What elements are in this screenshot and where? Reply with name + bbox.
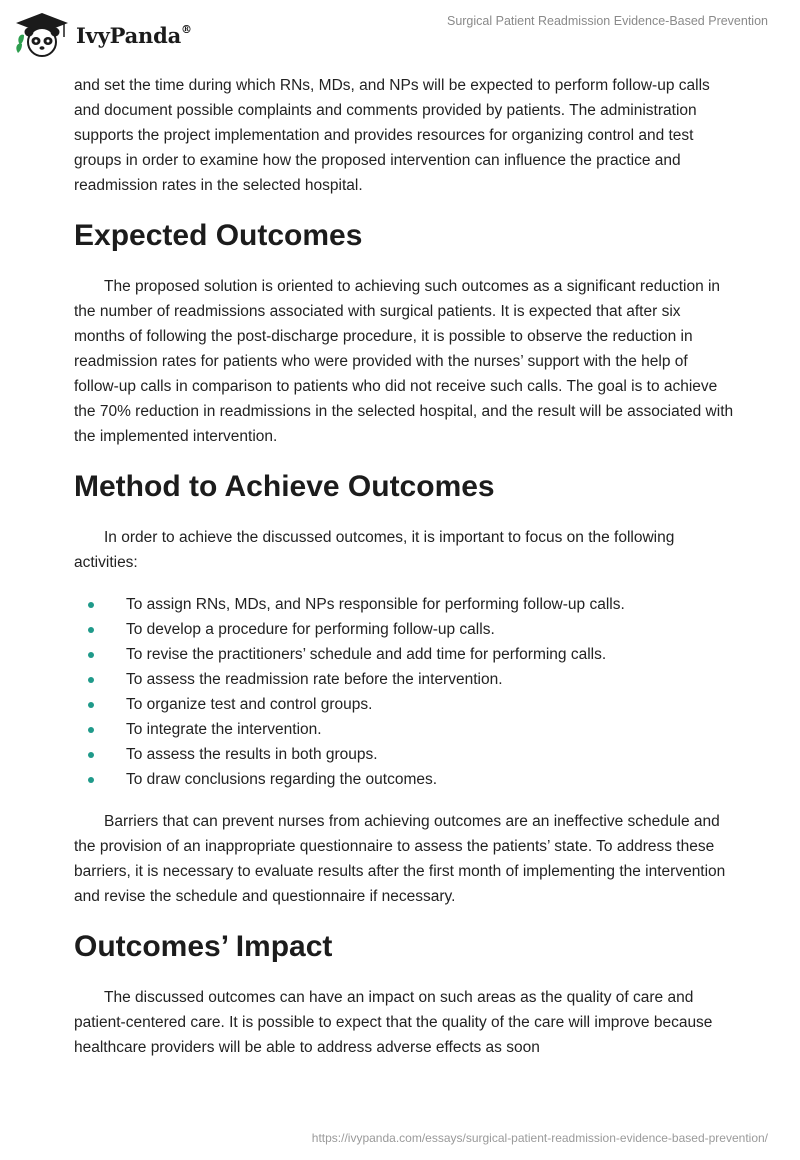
bullet-icon [88,602,94,608]
intro-paragraph: and set the time during which RNs, MDs, and NPs will be expected to perform follow-up calls and document possible complaints and comments provided by patients. The administration supports the project implementation and provides resources for organizing control and test groups in order to examine how the proposed intervention can influence the practice and readmission rates in the selected hospital. [74,77,710,194]
ivypanda-logo[interactable] [14,8,224,62]
activities-list [74,592,734,792]
page-header [0,0,800,70]
brand-name: IvyPanda® [76,22,192,48]
expected-outcomes-paragraph: The proposed solution is oriented to achieving such outcomes as a significant reduction in the number of readmissions associated with surgical patients. It is expected that after six months of following the post-discharge procedure, it is possible to observe the reduction in readmission rates for patients who were provided with the nurses’ support with the help of follow-up calls in comparison to patients who did not receive such calls. The goal is to achieve the 70% reduction in readmissions in the selected hospital, and the result will be associated with the implemented intervention. [74,278,734,445]
heading-method-to-achieve-outcomes: Method to Achieve Outcomes [74,470,495,503]
method-paragraph: In order to achieve the discussed outcomes, it is important to focus on the following activities: [74,529,675,571]
bullet-icon [88,677,94,683]
barriers-paragraph: Barriers that can prevent nurses from achieving outcomes are an ineffective schedule and the provision of an inappropriate questionnaire to assess the patients’ state. To address these barriers, it is necessary to evaluate results after the first month of implementing the intervention and revise the schedule and questionnaire if necessary. [74,813,726,905]
bullet-icon [88,727,94,733]
bullet-icon [88,752,94,758]
list-item: To assign RNs, MDs, and NPs responsible for performing follow-up calls. [74,592,734,617]
bullet-icon [88,652,94,658]
document-title: Surgical Patient Readmission Evidence-Based Prevention [446,14,768,28]
bullet-icon [88,777,94,783]
bullet-icon [88,627,94,633]
document-body [74,70,734,1060]
list-item: To integrate the intervention. [74,717,734,742]
list-item: To organize test and control groups. [74,692,734,717]
list-item: To draw conclusions regarding the outcomes. [74,767,734,792]
source-url[interactable]: https://ivypanda.com/essays/surgical-patient-readmission-evidence-based-prevention/ [311,1131,768,1145]
outcomes-impact-paragraph: The discussed outcomes can have an impact on such areas as the quality of care and patient-centered care. It is possible to expect that the quality of the care will improve because healthcare providers will be able to address adverse effects as soon [74,989,713,1056]
heading-expected-outcomes: Expected Outcomes [74,219,363,252]
list-item: To revise the practitioners’ schedule and add time for performing calls. [74,642,734,667]
panda-graduation-cap-icon [14,11,70,59]
list-item: To assess the results in both groups. [74,742,734,767]
list-item: To develop a procedure for performing follow-up calls. [74,617,734,642]
heading-outcomes-impact: Outcomes’ Impact [74,930,333,963]
bullet-icon [88,702,94,708]
list-item: To assess the readmission rate before the intervention. [74,667,734,692]
